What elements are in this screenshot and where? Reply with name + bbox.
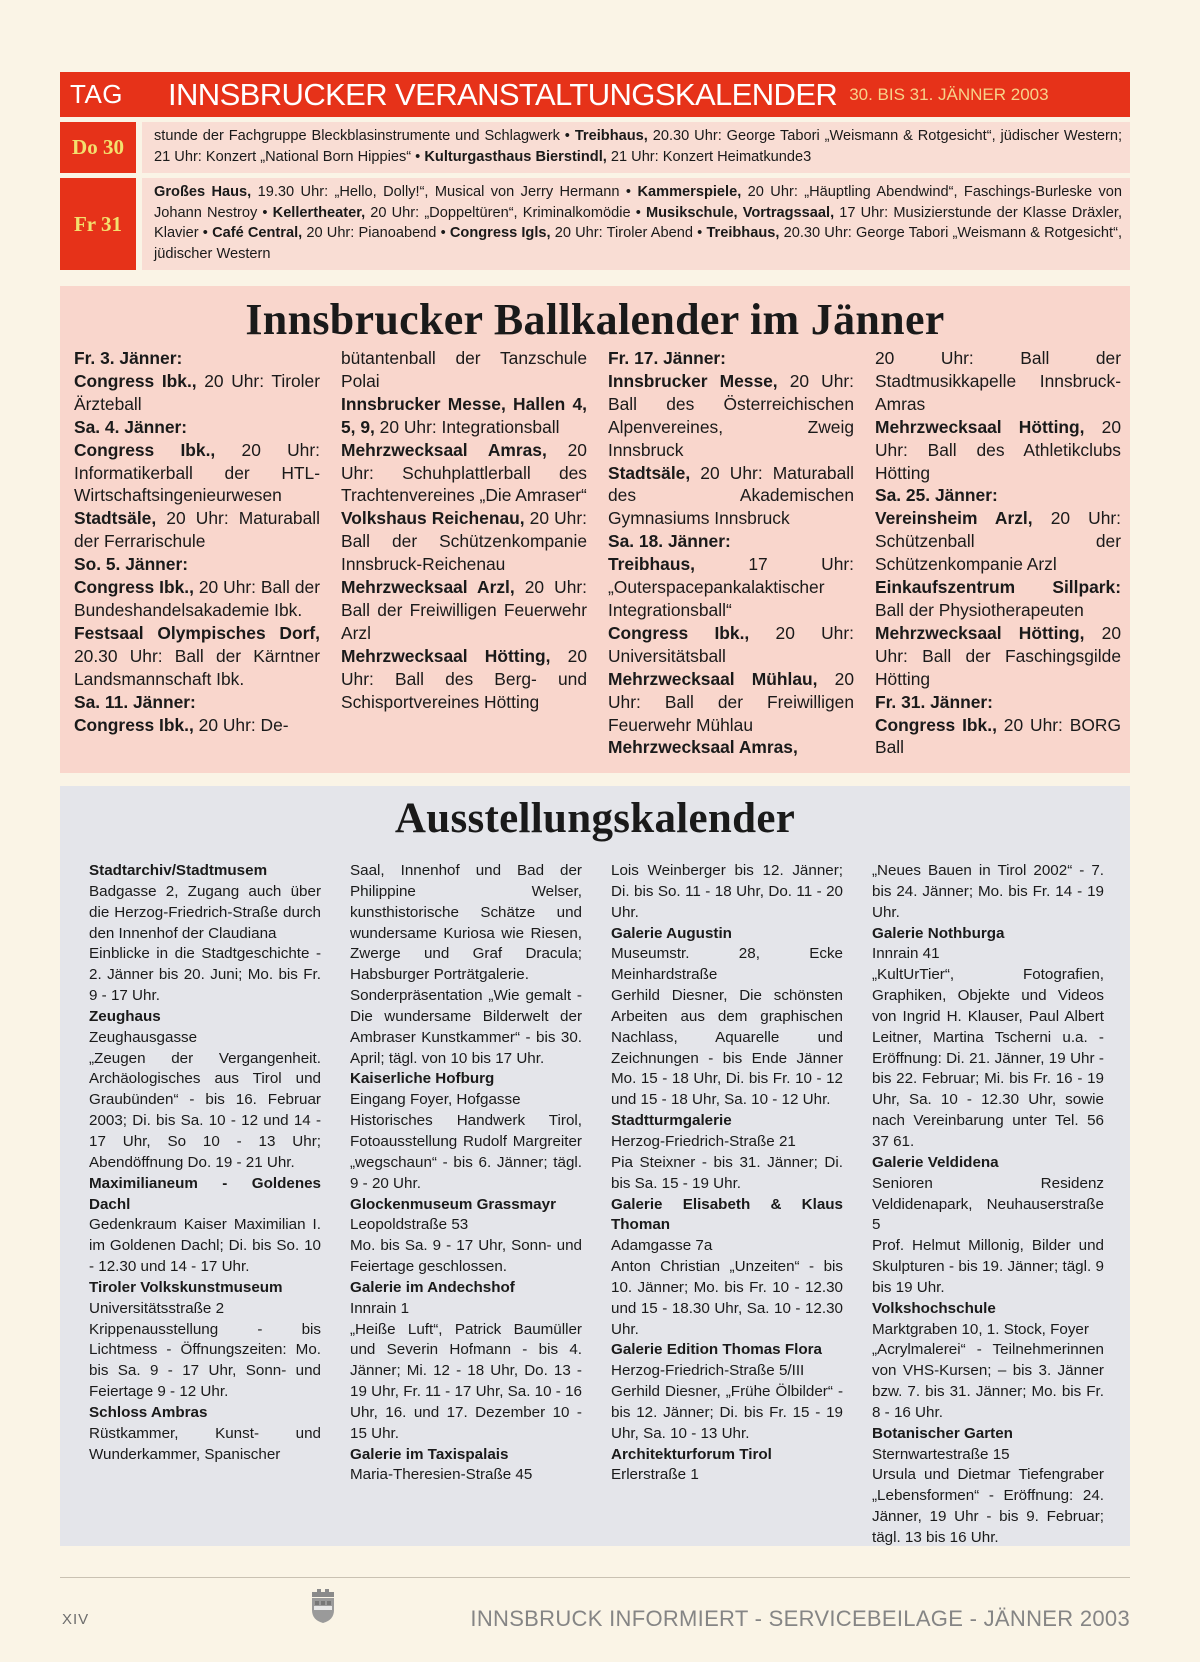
listing-entry [611,944,843,986]
calendar-day-label: Do 30 [60,122,136,173]
innsbruck-coat-of-arms-icon [309,1588,337,1624]
listing-entry [611,1340,843,1361]
event-text: Gedenkraum Kaiser Maximilian I. im Goldenen Dachl; Di. bis So. 10 - 12.30 und 14 - 17 Uhr. [89,1216,321,1276]
event-text: Herzog-Friedrich-Straße 21 [611,1132,796,1150]
venue-name: Congress Ibk., [74,577,194,598]
listing-entry [611,1111,843,1132]
event-text: „Acrylmalerei“ - Teilnehmerinnen von VHS-Kursen; – bis 3. Jänner bzw. 7. bis 31. Jänner; Mo. bis Fr. 8 - 16 Uhr. [872,1341,1104,1421]
ball-calendar-columns [74,347,1121,759]
listing-entry [611,1257,843,1340]
event-text: Adamgasse 7a [611,1237,713,1255]
event-text: 17 Uhr: „Outerspacepankalaktischer Integrationsball“ [608,554,854,620]
venue-name: Sa. 25. Jänner: [875,485,998,506]
listing-entry [875,576,1121,622]
listing-entry [611,1153,843,1195]
venue-name: Großes Haus, [154,184,252,200]
calendar-day-events [142,178,1130,270]
event-text: Badgasse 2, Zugang auch über die Herzog-Friedrich-Straße durch den Innenhof der Claudiana [89,882,321,942]
venue-name: Congress Ibk., [74,370,197,391]
venue-name: Galerie im Andechshof [350,1278,515,1296]
event-text: 20 Uhr: „Häuptling Abendwind“, Faschings-Burleske von Johann Nestroy • [154,184,1122,221]
venue-name: Fr. 17. Jänner: [608,348,726,368]
listing-entry [872,924,1104,945]
event-text: 20 Uhr: Pianoabend • [302,225,450,241]
listing-entry [350,1090,582,1111]
event-text: 20 Uhr: Ball der Schützenkompanie Innsbruck-Reichenau [341,508,587,575]
venue-name: Galerie im Taxispalais [350,1445,509,1463]
venue-name: Tiroler Volkskunstmuseum [89,1278,283,1296]
venue-name: Congress Ibk., [74,439,216,460]
event-text: Saal, Innenhof und Bad der Philippine Welser, kunsthistorische Schätze und wundersame Kuriosa wie Riesen, Zwerge und Graf Dracula; Habsburger Porträtgalerie. [350,862,582,984]
event-text: 17 Uhr: Musizierstunde der Klasse Dräxler, Klavier • [154,204,1123,241]
calendar-day-row [60,122,1130,173]
footer-divider [60,1577,1130,1578]
event-text: 21 Uhr: Konzert Heimatkunde3 [606,148,812,165]
event-text: bütantenball der Tanzschule Polai [341,348,587,391]
listing-entry [350,861,582,986]
exhibition-column [872,861,1104,1549]
exhibition-calendar-section [60,786,1130,1546]
venue-name: Fr. 31. Jänner: [875,691,993,712]
venue-name: Congress Ibk., [74,714,194,735]
calendar-day-label: Fr 31 [60,178,136,270]
ball-calendar-section [60,286,1130,773]
venue-name: Treibhaus, [706,225,780,241]
event-text: stunde der Fachgruppe Bleckblasinstrumente und Schlagwerk • [154,128,575,144]
listing-entry [74,347,320,370]
event-text: Erlerstraße 1 [611,1466,699,1484]
ball-column [74,347,320,759]
listing-entry [89,944,321,1007]
listing-entry [608,668,854,737]
listing-entry [350,1111,582,1194]
venue-name: Schloss Ambras [89,1403,208,1421]
venue-name: Fr. 3. Jänner: [74,348,183,368]
event-text: 20 Uhr: Ball der Stadtmusikkapelle Innsbruck-Amras [875,348,1121,414]
listing-entry [89,882,321,945]
venue-name: Volkshochschule [872,1299,996,1317]
ball-column [875,347,1121,759]
venue-name: Zeughaus [89,1007,161,1025]
venue-name: Congress Ibk., [875,714,997,735]
venue-name: Festsaal Olympisches Dorf, [74,622,320,643]
listing-entry [611,986,843,1111]
exhibition-column [350,861,582,1549]
event-text: Prof. Helmut Millonig, Bilder und Skulpturen - bis 19. Jänner; tägl. 9 bis 19 Uhr. [872,1237,1104,1296]
event-text: Leopoldstraße 53 [350,1216,469,1234]
venue-name: Innsbrucker Messe, Hallen 4, 5, 9, [341,393,587,437]
event-text: 20.30 Uhr: Ball der Kärntner Landsmannschaft Ibk. [74,645,320,689]
listing-entry [350,1215,582,1236]
listing-entry [872,861,1104,924]
ball-calendar-title: Innsbrucker Ballkalender im Jänner [245,295,945,344]
listing-entry [350,1445,582,1466]
listing-entry [74,553,320,576]
event-text: Universitätsstraße 2 [89,1299,225,1317]
venue-name: Vereinsheim Arzl, [875,508,1033,529]
venue-name: Kammerspiele, [637,184,742,200]
listing-entry [872,1445,1104,1466]
event-text: 20 Uhr: Schuhplattlerball des Trachtenvereines „Die Amraser“ [341,439,587,506]
venue-name: Mehrzwecksaal Amras, [608,737,798,758]
venue-name: Galerie Elisabeth & Klaus Thoman [611,1195,843,1234]
listing-entry [875,714,1121,760]
event-text: Ursula und Dietmar Tiefengraber „Lebensformen“ - Eröffnung: 24. Jänner, 19 Uhr - bis 9. Februar; tägl. 13 bis 16 Uhr. [872,1466,1104,1546]
listing-entry [875,507,1121,576]
event-text: 20 Uhr: Tiroler Abend • [550,225,707,241]
listing-entry [341,645,587,714]
footer-title: INNSBRUCK INFORMIERT - SERVICEBEILAGE - JÄNNER 2003 [470,1606,1130,1631]
calendar-header [60,72,1130,117]
event-text: Rüstkammer, Kunst- und Wunderkammer, Spanischer [89,1424,321,1463]
listing-entry [350,1320,582,1445]
event-text: „Neues Bauen in Tirol 2002“ - 7. bis 24. Jänner; Mo. bis Fr. 14 - 19 Uhr. [872,862,1104,921]
event-text: Senioren Residenz Veldidenapark, Neuhauserstraße 5 [872,1174,1104,1234]
listing-entry [89,1007,321,1028]
listing-entry [74,714,320,737]
listing-entry [611,1382,843,1445]
event-text: 20 Uhr: Integrationsball [374,416,560,437]
listing-entry [611,861,843,924]
event-text: 20 Uhr: Schützenball der Schützenkompanie Arzl [875,508,1121,575]
venue-name: Kellertheater, [272,204,366,221]
listing-entry [89,861,321,882]
listing-entry [872,965,1104,1153]
event-text: Einblicke in die Stadtgeschichte - 2. Jänner bis 20. Juni; Mo. bis Fr. 9 - 17 Uhr. [89,945,321,1005]
event-text: 20 Uhr: „Doppeltüren“, Kriminalkomödie • [365,204,646,221]
listing-entry [341,576,587,645]
venue-name: Innsbrucker Messe, [608,370,778,391]
listing-entry [89,1320,321,1403]
listing-entry [875,347,1121,416]
venue-name: Café Central, [212,225,303,241]
event-text: Innrain 41 [872,945,940,963]
event-text: 20 Uhr: De- [193,714,289,735]
listing-entry [608,530,854,553]
venue-name: Mehrzwecksaal Hötting, [875,622,1085,643]
venue-name: Mehrzwecksaal Mühlau, [608,668,818,689]
page-number: XIV [62,1611,90,1628]
listing-entry [872,1153,1104,1174]
event-text: Mo. bis Sa. 9 - 17 Uhr, Sonn- und Feiertage geschlossen. [350,1237,582,1276]
listing-entry [611,1236,843,1257]
event-text: Historisches Handwerk Tirol, Fotoausstellung Rudolf Margreiter „wegschaun“ - bis 6. Jänner; tägl. 9 - 20 Uhr. [350,1112,582,1192]
event-text: 20 Uhr: Ball des Berg- und Schisportvereines Hötting [341,645,587,712]
listing-entry [341,393,587,439]
listing-entry [350,1069,582,1090]
listing-entry [875,416,1121,485]
listing-entry [74,622,320,691]
event-text: Museumstr. 28, Ecke Meinhardstraße [611,945,843,984]
listing-entry [875,622,1121,691]
event-text: 20 Uhr: Tiroler Ärzteball [74,370,320,414]
listing-entry [341,439,587,508]
listing-entry [350,1278,582,1299]
event-text: Ball der Physiotherapeuten [875,599,1084,620]
event-calendar [60,72,1130,270]
venue-name: Congress Igls, [449,225,551,241]
listing-entry [89,1174,321,1216]
venue-name: Mehrzwecksaal Hötting, [875,416,1085,437]
exhibition-calendar-title: Ausstellungskalender [394,795,796,842]
listing-entry [611,1361,843,1382]
venue-name: Galerie Veldidena [872,1153,999,1171]
calendar-day-row [60,178,1130,270]
listing-entry [608,462,854,531]
event-text: Eingang Foyer, Hofgasse [350,1091,521,1109]
event-text: Pia Steixner - bis 31. Jänner; Di. bis Sa. 15 - 19 Uhr. [611,1153,843,1192]
listing-entry [89,1403,321,1424]
event-text: Krippenausstellung - bis Lichtmess - Öffnungszeiten: Mo. bis Sa. 9 - 17 Uhr, Sonn- und Feiertage 9 - 12 Uhr. [89,1320,321,1401]
ball-column [608,347,854,759]
venue-name: Stadtturmgalerie [611,1112,732,1130]
listing-entry [611,1465,843,1486]
listing-entry [89,1299,321,1320]
venue-name: Stadtsäle, [74,508,157,529]
event-text: 20 Uhr: Maturaball der Ferrarischule [74,508,320,552]
event-text: Gerhild Diesner, Die schönsten Arbeiten aus dem graphischen Nachlass, Aquarelle und Zeichnungen - bis Ende Jänner Mo. 15 - 18 Uhr, Di. bis Fr. 10 - 12 und 15 - 18 Uhr, Sa. 10 - 12 Uhr. [611,987,843,1109]
event-text: Sternwartestraße 15 [872,1445,1010,1463]
listing-entry [872,1299,1104,1320]
event-text: „Heiße Luft“, Patrick Baumüller und Severin Hofmann - bis 4. Jänner; Mi. 12 - 18 Uhr, Do. 13 - 19 Uhr, Fr. 11 - 17 Uhr, Sa. 10 - 16 Uhr, 16. und 17. Dezember 10 - 15 Uhr. [350,1320,582,1442]
listing-entry [872,1465,1104,1548]
exhibition-calendar-columns [89,861,1104,1549]
venue-name: Treibhaus, [574,128,648,144]
listing-entry [611,1132,843,1153]
venue-name: Mehrzwecksaal Arzl, [341,577,515,598]
listing-entry [89,1278,321,1299]
venue-name: Sa. 4. Jänner: [74,416,188,437]
listing-entry [872,1320,1104,1341]
event-text: 19.30 Uhr: „Hello, Dolly!“, Musical von Jerry Hermann • [251,184,638,200]
listing-entry [872,1424,1104,1445]
listing-entry [608,347,854,370]
listing-entry [611,924,843,945]
event-text: Innrain 1 [350,1299,410,1317]
listing-entry [872,1236,1104,1299]
venue-name: Galerie Nothburga [872,924,1005,942]
listing-entry [89,1215,321,1278]
listing-entry [74,507,320,553]
event-text: Sonderpräsentation „Wie gemalt - Die wundersame Bilderwelt der Ambraser Kunstkammer“ - bis 30. April; tägl. von 10 bis 17 Uhr. [350,987,582,1067]
venue-name: Sa. 11. Jänner: [74,691,196,712]
listing-entry [74,370,320,416]
event-text: 20 Uhr: Ball der Faschingsgilde Hötting [875,622,1121,689]
listing-entry [875,484,1121,507]
listing-entry [608,553,854,622]
event-text: 20 Uhr: Ball des Österreichischen Alpenvereines, Zweig Innsbruck [608,370,854,460]
event-text: Zeughausgasse [89,1028,198,1046]
listing-entry [341,347,587,393]
event-text: 20.30 Uhr: George Tabori „Weismann & Rotgesicht“, jüdischer Western [154,225,1123,262]
listing-entry [74,439,320,508]
venue-name: Musikschule, Vortragssaal, [645,204,835,221]
venue-name: Stadtarchiv/Stadtmusem [89,862,268,879]
exhibition-column [611,861,843,1549]
calendar-title: INNSBRUCKER VERANSTALTUNGSKALENDER [168,76,838,112]
event-text: Gerhild Diesner, „Frühe Ölbilder“ - bis 12. Jänner; Di. bis Fr. 15 - 19 Uhr, Sa. 10 - 13 Uhr. [611,1383,843,1442]
venue-name: Mehrzwecksaal Amras, [341,439,547,460]
venue-name: Kulturgasthaus Bierstindl, [424,148,607,165]
listing-entry [608,622,854,668]
event-text: 20 Uhr: Ball der Freiwilligen Feuerwehr Arzl [341,577,587,643]
venue-name: Einkaufszentrum Sillpark: [875,577,1121,598]
event-text: 20 Uhr: Ball der Freiwilligen Feuerwehr Mühlau [608,668,854,735]
listing-entry [350,1465,582,1486]
listing-entry [350,1195,582,1216]
listing-entry [350,986,582,1069]
event-text: 20 Uhr: Informatikerball der HTL-Wirtschaftsingenieurwesen [74,439,320,506]
venue-name: Mehrzwecksaal Hötting, [341,645,551,666]
venue-name: Volkshaus Reichenau, [341,508,525,529]
listing-entry [350,1236,582,1278]
venue-name: Kaiserliche Hofburg [350,1070,495,1088]
event-text: 20 Uhr: Ball des Athletikclubs Hötting [875,416,1121,483]
listing-entry [611,1195,843,1237]
venue-name: Botanischer Garten [872,1424,1013,1442]
venue-name: So. 5. Jänner: [74,554,189,575]
event-text: Anton Christian „Unzeiten“ - bis 10. Jänner; Mo. bis Fr. 10 - 12.30 und 15 - 18.30 Uhr, Sa. 10 - 12.30 Uhr. [611,1258,843,1338]
listing-entry [74,576,320,622]
listing-entry [341,507,587,576]
event-text: 20 Uhr: BORG Ball [875,714,1121,758]
event-text: Marktgraben 10, 1. Stock, Foyer [872,1320,1089,1338]
listing-entry [608,370,854,462]
event-text: Lois Weinberger bis 12. Jänner; Di. bis So. 11 - 18 Uhr, Do. 11 - 20 Uhr. [611,862,843,921]
listing-entry [608,736,854,759]
listing-entry [74,416,320,439]
event-text: „Zeugen der Vergangenheit. Archäologisches aus Tirol und Graubünden“ - bis 16. Februar 2003; Di. bis Sa. 10 - 12 und 14 - 17 Uhr, So 10 - 13 Uhr; Abendöffnung Do. 19 - 21 Uhr. [89,1049,321,1171]
calendar-tag-label: TAG [70,79,124,109]
listing-entry [872,1340,1104,1423]
venue-name: Congress Ibk., [608,622,750,643]
listing-entry [611,1445,843,1466]
ball-column [341,347,587,759]
listing-entry [89,1049,321,1174]
venue-name: Stadtsäle, [608,462,691,483]
event-text: Maria-Theresien-Straße 45 [350,1466,533,1484]
listing-entry [74,691,320,714]
venue-name: Maximilianeum - Goldenes Dachl [89,1174,321,1213]
event-text: 20 Uhr: Universitätsball [608,622,854,666]
calendar-day-events [142,122,1130,173]
listing-entry [350,1299,582,1320]
venue-name: Glockenmuseum Grassmayr [350,1195,556,1213]
listing-entry [89,1028,321,1049]
listing-entry [89,1424,321,1466]
event-text: 20.30 Uhr: George Tabori „Weismann & Rotgesicht“, jüdischer Western; 21 Uhr: Konzert „National Born Hippies“ • [154,128,1122,165]
venue-name: Treibhaus, [608,554,695,575]
event-text: „KultUrTier“, Fotografien, Graphiken, Objekte und Videos von Ingrid H. Klauser, Paul Albert Leitner, Martina Tscherni u.a. - Eröffnung: Di. 21. Jänner, 19 Uhr - bis 22. Februar; Mi. bis Fr. 16 - 19 Uhr, Sa. 10 - 12.30 Uhr, sowie nach Vereinbarung unter Tel. 56 37 61. [872,966,1104,1150]
event-text: Herzog-Friedrich-Straße 5/III [611,1362,805,1380]
exhibition-column [89,861,321,1549]
venue-name: Galerie Edition Thomas Flora [611,1341,822,1359]
venue-name: Architekturforum Tirol [611,1445,772,1463]
listing-entry [872,1174,1104,1237]
venue-name: Galerie Augustin [611,924,732,942]
event-text: 20 Uhr: Maturaball des Akademischen Gymnasiums Innsbruck [608,462,854,529]
listing-entry [872,944,1104,965]
listing-entry [875,691,1121,714]
event-text: 20 Uhr: Ball der Bundeshandelsakademie Ibk. [74,577,320,620]
calendar-date-range: 30. BIS 31. JÄNNER 2003 [849,84,1049,104]
venue-name: Sa. 18. Jänner: [608,531,731,552]
